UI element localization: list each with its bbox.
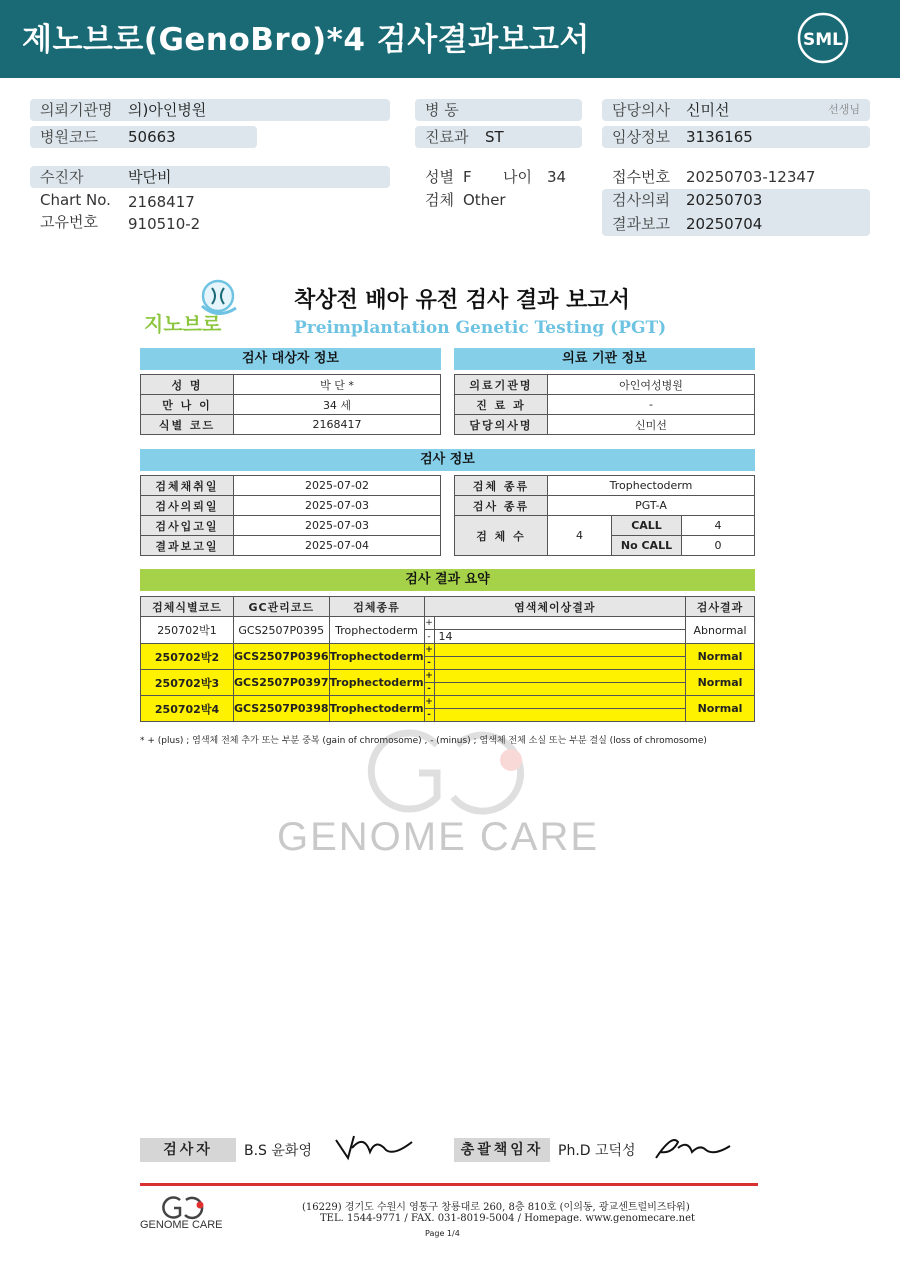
plus-result bbox=[434, 670, 685, 683]
date-value: 2025-07-03 bbox=[234, 516, 441, 536]
result: Normal bbox=[686, 644, 755, 670]
table-row bbox=[455, 375, 755, 395]
institution-key: 진 료 과 bbox=[455, 395, 548, 415]
subject-value: 34 세 bbox=[234, 395, 441, 415]
chart-no-label: Chart No. bbox=[40, 191, 111, 209]
table-row bbox=[141, 395, 441, 415]
summary-header-row bbox=[141, 597, 755, 617]
genobro-brand-logo bbox=[140, 276, 252, 340]
footer-contact: TEL. 1544-9771 / FAX. 031-8019-5004 / Homepage. www.genomecare.net bbox=[320, 1213, 696, 1224]
table-row bbox=[455, 496, 755, 516]
date-key: 결과보고일 bbox=[141, 536, 234, 556]
plus-result bbox=[434, 696, 685, 709]
tester-name: B.S 윤화영 bbox=[244, 1143, 312, 1159]
page-number: Page 1/4 bbox=[425, 1229, 460, 1238]
patient-value: 박단비 bbox=[128, 168, 172, 186]
minus-result bbox=[434, 657, 685, 670]
dept-value: ST bbox=[485, 128, 504, 146]
summary-section-head: 검사 결과 요약 bbox=[140, 569, 755, 591]
tester-label: 검사자 bbox=[140, 1138, 236, 1162]
specimen-id: 250702박3 bbox=[141, 670, 234, 696]
doctor-suffix: 선생님 bbox=[828, 103, 860, 116]
specimen-id: 250702박4 bbox=[141, 696, 234, 722]
table-row bbox=[141, 496, 441, 516]
subject-value: 박 단 * bbox=[234, 375, 441, 395]
patient-label: 수진자 bbox=[40, 168, 84, 186]
sex-value: F bbox=[463, 168, 472, 186]
ward-label: 병 동 bbox=[425, 101, 459, 119]
clinical-label: 임상정보 bbox=[612, 128, 670, 146]
request-label: 검사의뢰 bbox=[612, 191, 670, 209]
svg-text:지노브로: 지노브로 bbox=[144, 312, 222, 336]
dept-label: 진료과 bbox=[425, 128, 469, 146]
specimen-type: Trophectoderm bbox=[329, 644, 424, 670]
call-key: CALL bbox=[612, 516, 682, 536]
specimen-type: Trophectoderm bbox=[329, 617, 424, 644]
institution-value: 신미선 bbox=[548, 415, 755, 435]
plus-result bbox=[434, 644, 685, 657]
gc-code: GCS2507P0395 bbox=[234, 617, 330, 644]
plus-sign: + bbox=[425, 618, 433, 628]
minus-sign: - bbox=[424, 630, 434, 644]
gc-code: GCS2507P0398 bbox=[234, 696, 330, 722]
report-label: 결과보고 bbox=[612, 215, 670, 233]
col-header: GC관리코드 bbox=[234, 597, 330, 617]
table-row bbox=[455, 415, 755, 435]
table-row bbox=[455, 476, 755, 496]
minus-sign: - bbox=[424, 709, 434, 722]
footnote: * + (plus) ; 염색체 전체 추가 또는 부분 중복 (gain of chromosome) , - (minus) ; 염색체 전체 소실 또는 부분 결실 (loss of chromosome) bbox=[140, 736, 707, 746]
test-dates-table bbox=[140, 475, 441, 556]
requesting-org-label: 의뢰기관명 bbox=[40, 101, 113, 119]
svg-text:SML: SML bbox=[803, 30, 843, 50]
gc-code: GCS2507P0397 bbox=[234, 670, 330, 696]
request-value: 20250703 bbox=[686, 191, 763, 209]
report-value: 20250704 bbox=[686, 215, 763, 233]
table-row bbox=[141, 696, 755, 709]
date-value: 2025-07-02 bbox=[234, 476, 441, 496]
date-value: 2025-07-04 bbox=[234, 536, 441, 556]
receipt-label: 접수번호 bbox=[612, 168, 670, 186]
test-type-key: 검사 종류 bbox=[455, 496, 548, 516]
hospital-code-row bbox=[30, 126, 257, 148]
director-label: 총괄책임자 bbox=[454, 1138, 550, 1162]
date-value: 2025-07-03 bbox=[234, 496, 441, 516]
call-value: 4 bbox=[682, 516, 755, 536]
specimen-type-key: 검체 종류 bbox=[455, 476, 548, 496]
col-header: 염색체이상결과 bbox=[424, 597, 685, 617]
result: Abnormal bbox=[686, 617, 755, 644]
table-row bbox=[455, 516, 755, 536]
nocall-value: 0 bbox=[682, 536, 755, 556]
report-header bbox=[0, 0, 900, 78]
minus-sign: - bbox=[424, 683, 434, 696]
result: Normal bbox=[686, 696, 755, 722]
institution-key: 담당의사명 bbox=[455, 415, 548, 435]
tester-signature-icon bbox=[334, 1130, 416, 1164]
dept-row bbox=[415, 126, 582, 148]
table-row bbox=[141, 415, 441, 435]
request-report-block bbox=[602, 189, 870, 236]
requesting-org-value: 의)아인병원 bbox=[128, 101, 207, 119]
subject-value: 2168417 bbox=[234, 415, 441, 435]
director-signature-icon bbox=[652, 1130, 734, 1164]
age-label: 나이 bbox=[503, 168, 532, 186]
test-type-table bbox=[454, 475, 755, 556]
date-key: 검사입고일 bbox=[141, 516, 234, 536]
specimen-type: Trophectoderm bbox=[329, 696, 424, 722]
doctor-row bbox=[602, 99, 870, 121]
subject-section-head: 검사 대상자 정보 bbox=[140, 348, 441, 370]
subject-key: 만 나 이 bbox=[141, 395, 234, 415]
institution-table bbox=[454, 374, 755, 435]
receipt-value: 20250703-12347 bbox=[686, 168, 816, 186]
minus-result bbox=[434, 683, 685, 696]
date-key: 검체채취일 bbox=[141, 476, 234, 496]
plus-sign: + bbox=[425, 645, 433, 655]
table-row bbox=[141, 617, 755, 630]
institution-section-head: 의료 기관 정보 bbox=[454, 348, 755, 370]
clinical-row bbox=[602, 126, 870, 148]
col-header: 검체종류 bbox=[329, 597, 424, 617]
subject-key: 식별 코드 bbox=[141, 415, 234, 435]
director-name: Ph.D 고덕성 bbox=[558, 1143, 636, 1159]
minus-sign: - bbox=[424, 657, 434, 670]
unique-no-value: 910510-2 bbox=[128, 215, 201, 233]
ward-row bbox=[415, 99, 582, 121]
table-row bbox=[141, 536, 441, 556]
page-title: 제노브로(GenoBro)*4 검사결과보고서 bbox=[22, 22, 590, 58]
plus-result bbox=[434, 617, 685, 630]
specimen-type-value: Trophectoderm bbox=[548, 476, 755, 496]
minus-result: 14 bbox=[434, 630, 685, 644]
test-type-value: PGT-A bbox=[548, 496, 755, 516]
sml-logo-icon bbox=[795, 12, 851, 64]
result: Normal bbox=[686, 670, 755, 696]
table-row bbox=[141, 375, 441, 395]
footer-logo-text: GENOME CARE bbox=[140, 1219, 223, 1231]
clinical-value: 3136165 bbox=[686, 128, 753, 146]
gc-code: GCS2507P0396 bbox=[234, 644, 330, 670]
report-subtitle: Preimplantation Genetic Testing (PGT) bbox=[294, 318, 667, 338]
col-header: 검사결과 bbox=[686, 597, 755, 617]
specimen-id: 250702박1 bbox=[141, 617, 234, 644]
watermark-text: GENOME CARE bbox=[277, 815, 600, 859]
subject-table bbox=[140, 374, 441, 435]
table-row bbox=[141, 476, 441, 496]
table-row bbox=[141, 644, 755, 657]
institution-key: 의료기관명 bbox=[455, 375, 548, 395]
age-value: 34 bbox=[547, 168, 567, 186]
count-key: 검 체 수 bbox=[455, 516, 548, 556]
plus-sign: + bbox=[425, 671, 433, 681]
subject-key: 성 명 bbox=[141, 375, 234, 395]
footer-divider bbox=[140, 1183, 758, 1186]
specimen-type: Trophectoderm bbox=[329, 670, 424, 696]
doctor-label: 담당의사 bbox=[612, 101, 670, 119]
date-key: 검사의뢰일 bbox=[141, 496, 234, 516]
report-title: 착상전 배아 유전 검사 결과 보고서 bbox=[294, 288, 630, 313]
patient-row bbox=[30, 166, 390, 188]
chart-no-value: 2168417 bbox=[128, 193, 195, 211]
institution-value: - bbox=[548, 395, 755, 415]
footer-address: (16229) 경기도 수원시 영통구 창룡대로 260, 8층 810호 (이의동, 광교센트럴비즈타워) bbox=[302, 1202, 690, 1213]
institution-value: 아인여성병원 bbox=[548, 375, 755, 395]
table-row bbox=[141, 670, 755, 683]
sex-label: 성별 bbox=[425, 168, 454, 186]
doctor-value: 신미선 bbox=[686, 101, 730, 119]
unique-no-label: 고유번호 bbox=[40, 213, 98, 231]
hospital-code-label: 병원코드 bbox=[40, 128, 98, 146]
requesting-org-row bbox=[30, 99, 390, 121]
nocall-key: No CALL bbox=[612, 536, 682, 556]
hospital-code-value: 50663 bbox=[128, 128, 176, 146]
specimen-label: 검체 bbox=[425, 191, 454, 209]
plus-sign: + bbox=[425, 697, 433, 707]
specimen-value: Other bbox=[463, 191, 506, 209]
summary-table bbox=[140, 596, 755, 722]
specimen-id: 250702박2 bbox=[141, 644, 234, 670]
test-info-section-head: 검사 정보 bbox=[140, 449, 755, 471]
table-row bbox=[141, 516, 441, 536]
table-row bbox=[455, 395, 755, 415]
col-header: 검체식별코드 bbox=[141, 597, 234, 617]
count-value: 4 bbox=[548, 516, 612, 556]
